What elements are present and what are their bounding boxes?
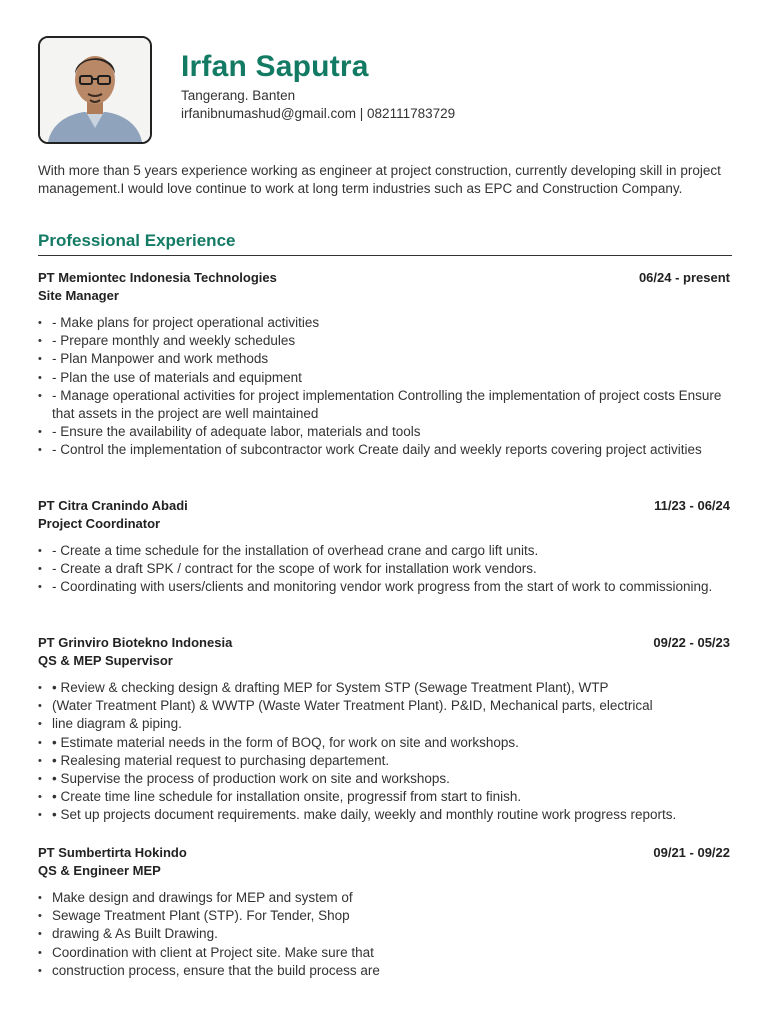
bullet-icon: • [38,791,42,804]
job-bullets [38,314,730,460]
bullet-icon: • [38,773,42,786]
bullet-text: • Set up projects document requirements. make daily, weekly and monthly routine work progress reports. [52,807,677,823]
bullet-text: • Supervise the process of production work on site and workshops. [52,771,450,787]
list-item [38,679,730,697]
list-item [38,944,730,962]
job-entry [38,497,730,597]
bullet-icon: • [38,892,42,904]
bullet-text: - Manage operational activities for project implementation Controlling the implementation of project costs Ensure that assets in the project are well maintained [52,387,722,422]
list-item [38,752,730,770]
job-bullets [38,889,730,980]
job-entry [38,269,730,460]
person-name: Irfan Saputra [181,50,369,83]
bullet-icon: • [38,928,42,941]
list-item [38,441,730,459]
bullet-icon: • [38,317,42,329]
list-item [38,962,730,980]
bullet-text: Sewage Treatment Plant (STP). For Tender, Shop [52,908,350,924]
bullet-icon: • [38,353,42,366]
job-bullets [38,542,730,597]
bullet-icon: • [38,581,42,594]
bullet-text: line diagram & piping. [52,716,182,732]
bullet-text: (Water Treatment Plant) & WWTP (Waste Water Treatment Plant). P&ID, Mechanical parts, electrical [52,698,653,714]
bullet-icon: • [38,335,42,348]
bullet-text: drawing & As Built Drawing. [52,926,218,942]
job-bullets [38,679,730,825]
list-item [38,770,730,788]
bullet-text: - Plan the use of materials and equipment [52,369,302,385]
bullet-text: - Plan Manpower and work methods [52,351,269,367]
bullet-text: Coordination with client at Project site. Make sure that [52,944,374,960]
bullet-icon: • [38,389,42,402]
list-item [38,578,730,596]
list-item [38,332,730,350]
profile-photo [38,36,152,144]
location: Tangerang. Banten [181,88,296,103]
resume-header [38,36,730,142]
bullet-icon: • [38,563,42,576]
bullet-text: - Prepare monthly and weekly schedules [52,333,296,349]
bullet-icon: • [38,371,42,384]
list-item [38,889,730,907]
bullet-icon: • [38,444,42,457]
bullet-icon: • [38,964,42,977]
company-name: PT Memiontec Indonesia Technologies [38,270,277,285]
list-item [38,560,730,578]
bullet-text: • Estimate material needs in the form of BOQ, for work on site and workshops. [52,734,519,750]
list-item [38,806,730,824]
list-item [38,697,730,715]
job-dates: 11/23 - 06/24 [654,498,730,513]
bullet-icon: • [38,910,42,923]
list-item [38,925,730,943]
list-item [38,387,730,423]
profile-summary: With more than 5 years experience working as engineer at project construction, currently developing skill in project management.I would love continue to work at long term industries such as EPC and Construction Company. [38,163,721,196]
bullet-text: Make design and drawings for MEP and system of [52,890,353,905]
job-dates: 09/21 - 09/22 [653,845,730,860]
bullet-icon: • [38,946,42,959]
list-item [38,423,730,441]
bullet-text: - Control the implementation of subcontractor work Create daily and weekly reports covering project activities [52,442,702,458]
list-item [38,314,730,332]
section-divider [38,255,732,256]
job-role: Project Coordinator [38,516,161,531]
contact-info: irfanibnumashud@gmail.com | 082111783729 [181,106,456,121]
list-item [38,369,730,387]
job-role: QS & MEP Supervisor [38,653,173,668]
bullet-icon: • [38,545,42,557]
bullet-text: - Create a time schedule for the installation of overhead crane and cargo lift units. [52,543,539,558]
job-entry [38,844,730,980]
list-item [38,715,730,733]
list-item [38,542,730,560]
bullet-text: • Realesing material request to purchasing departement. [52,752,390,768]
company-name: PT Citra Cranindo Abadi [38,498,188,513]
bullet-icon: • [38,700,42,713]
list-item [38,734,730,752]
bullet-text: - Coordinating with users/clients and monitoring vendor work progress from the start of work to commissioning. [52,579,713,595]
list-item [38,907,730,925]
bullet-text: - Make plans for project operational activities [52,315,320,330]
job-entry [38,634,730,825]
company-name: PT Grinviro Biotekno Indonesia [38,635,233,650]
company-name: PT Sumbertirta Hokindo [38,845,187,860]
list-item [38,788,730,806]
bullet-icon: • [38,754,42,767]
bullet-icon: • [38,736,42,749]
bullet-icon: • [38,809,42,822]
job-dates: 06/24 - present [638,270,730,285]
job-role: Site Manager [38,288,119,303]
bullet-text: - Ensure the availability of adequate labor, materials and tools [52,424,421,440]
bullet-text: - Create a draft SPK / contract for the scope of work for installation work vendors. [52,561,537,577]
bullet-icon: • [38,718,42,731]
bullet-icon: • [38,426,42,439]
section-title-experience: Professional Experience [38,231,236,250]
list-item [38,350,730,368]
bullet-icon: • [38,682,42,694]
job-dates: 09/22 - 05/23 [653,635,730,650]
bullet-text: construction process, ensure that the build process are [52,962,380,978]
bullet-text: • Create time line schedule for installation onsite, progressif from start to finish. [52,789,522,805]
bullet-text: • Review & checking design & drafting MEP for System STP (Sewage Treatment Plant), WTP [52,680,609,695]
job-role: QS & Engineer MEP [38,863,161,878]
